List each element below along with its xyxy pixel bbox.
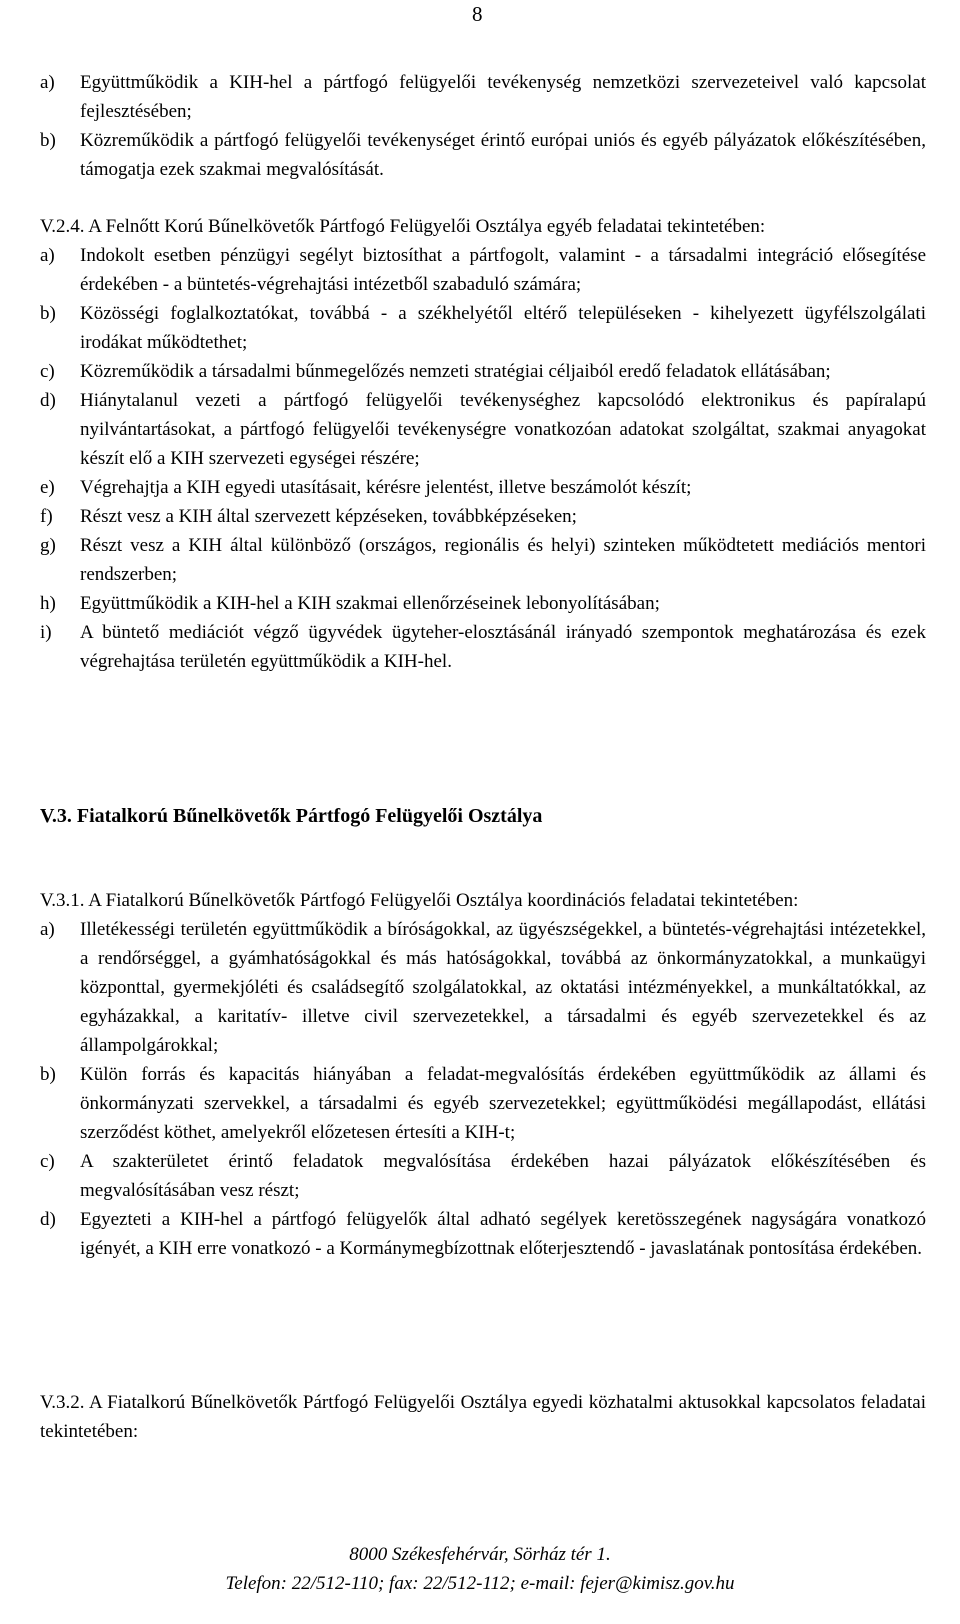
item-label: i) — [40, 622, 52, 643]
list-item — [40, 915, 926, 1060]
top-list — [40, 68, 926, 184]
section-intro — [40, 1388, 926, 1446]
item-label: e) — [40, 477, 55, 498]
item-text: Együttműködik a KIH-hel a KIH szakmai ellenőrzéseinek lebonyolításában; — [80, 593, 660, 614]
list-item — [40, 531, 926, 589]
item-label: g) — [40, 535, 56, 556]
item-text: Egyezteti a KIH-hel a pártfogó felügyelők által adható segélyek keretösszegének nagyságára vonatkozó igényét, a KIH erre vonatkozó - a Kormánymegbízottnak előterjesztendő - javaslatának pontosítása érdekében. — [80, 1209, 926, 1259]
section-number: V.2.4. — [40, 216, 85, 237]
list-item — [40, 473, 926, 502]
section-v31 — [40, 886, 926, 1263]
item-text: Részt vesz a KIH által szervezett képzéseken, továbbképzéseken; — [80, 506, 577, 527]
item-label: a) — [40, 245, 55, 266]
item-text: Közreműködik a társadalmi bűnmegelőzés nemzeti stratégiai céljaiból eredő feladatok ellátásában; — [80, 361, 831, 382]
list-item — [40, 357, 926, 386]
list-item — [40, 386, 926, 473]
item-text: Indokolt esetben pénzügyi segélyt biztosíthat a pártfogolt, valamint - a társadalmi integráció elősegítése érdekében - a büntetés-végrehajtási intézetből szabaduló számára; — [80, 245, 926, 295]
section-intro — [40, 886, 926, 915]
list-item — [40, 502, 926, 531]
list-item — [40, 1147, 926, 1205]
footer-contact: Telefon: 22/512-110; fax: 22/512-112; e-mail: fejer@kimisz.gov.hu — [225, 1573, 735, 1594]
item-text: Közreműködik a pártfogó felügyelői tevékenységet érintő európai uniós és egyéb pályázatok előkészítésében, támogatja ezek szakmai megvalósítását. — [80, 130, 926, 180]
page-number: 8 — [472, 2, 483, 26]
item-label: f) — [40, 506, 53, 527]
list-item — [40, 589, 926, 618]
item-label: b) — [40, 130, 56, 151]
item-label: c) — [40, 1151, 55, 1172]
item-label: a) — [40, 72, 55, 93]
item-label: b) — [40, 1064, 56, 1085]
item-text: Részt vesz a KIH által különböző (országos, regionális és helyi) szinteken működtetett mediációs mentori rendszerben; — [80, 535, 926, 585]
list-item — [40, 68, 926, 126]
section-v24 — [40, 212, 926, 676]
list-item — [40, 618, 926, 676]
section-heading: V.3. Fiatalkorú Bűnelkövetők Pártfogó Felügyelői Osztálya — [40, 805, 543, 827]
section-intro-text: A Fiatalkorú Bűnelkövetők Pártfogó Felügyelői Osztálya koordinációs feladatai tekintetében: — [88, 890, 799, 911]
item-text: A büntető mediációt végző ügyvédek ügyteher-elosztásánál irányadó szempontok meghatározása és ezek végrehajtása területén együttműködik a KIH-hel. — [80, 622, 926, 672]
item-label: a) — [40, 919, 55, 940]
section-number: V.3.1. — [40, 890, 85, 911]
item-text: Illetékességi területén együttműködik a bíróságokkal, az ügyészségekkel, a büntetés-végrehajtási intézetekkel, a rendőrséggel, a gyámhatóságokkal és más hatóságokkal, továbbá az önkormányzatokkal, a munkaügyi központtal, gyermekjóléti és családsegítő szolgálatokkal, az oktatási intézményekkel, a munkáltatókkal, az egyházakkal, a karitatív- illetve civil szervezetekkel, a társadalmi és egyéb szervezetekkel és az állampolgárokkal; — [80, 919, 926, 1056]
item-text: Hiánytalanul vezeti a pártfogó felügyelői tevékenységhez kapcsolódó elektronikus és papíralapú nyilvántartásokat, a pártfogó felügyelői tevékenységre vonatkozóan adatokat szolgáltat, szakmai anyagokat készít elő a KIH szervezeti egységei részére; — [80, 390, 926, 469]
item-text: Külön forrás és kapacitás hiányában a feladat-megvalósítás érdekében együttműködik az állami és önkormányzati szervekkel, a társadalmi és egyéb szervezetekkel; együttműködési megállapodást, ellátási szerződést köthet, amelyekről előzetesen értesíti a KIH-t; — [80, 1064, 926, 1143]
item-label: d) — [40, 390, 56, 411]
item-label: h) — [40, 593, 56, 614]
item-label: d) — [40, 1209, 56, 1230]
section-intro-text: A Felnőtt Korú Bűnelkövetők Pártfogó Felügyelői Osztálya egyéb feladatai tekintetében: — [88, 216, 766, 237]
section-intro-text: A Fiatalkorú Bűnelkövetők Pártfogó Felügyelői Osztálya egyedi közhatalmi aktusokkal kapcsolatos feladatai tekintetében: — [40, 1392, 927, 1442]
list-item — [40, 299, 926, 357]
item-text: Végrehajtja a KIH egyedi utasításait, kérésre jelentést, illetve beszámolót készít; — [80, 477, 692, 498]
item-label: b) — [40, 303, 56, 324]
item-text: Együttműködik a KIH-hel a pártfogó felügyelői tevékenység nemzetközi szervezeteivel való kapcsolat fejlesztésében; — [80, 72, 926, 122]
item-text: A szakterületet érintő feladatok megvalósítása érdekében hazai pályázatok előkészítésében és megvalósításában vesz részt; — [80, 1151, 926, 1201]
section-intro — [40, 212, 926, 241]
item-label: c) — [40, 361, 55, 382]
section-v32 — [40, 1388, 926, 1446]
footer-address: 8000 Székesfehérvár, Sörház tér 1. — [349, 1544, 611, 1565]
list-item — [40, 1060, 926, 1147]
item-text: Közösségi foglalkoztatókat, továbbá - a székhelyétől eltérő településeken - kihelyezett ügyfélszolgálati irodákat működtethet; — [80, 303, 926, 353]
list-item — [40, 1205, 926, 1263]
list-item — [40, 126, 926, 184]
section-number: V.3.2. — [40, 1392, 85, 1413]
list-item — [40, 241, 926, 299]
